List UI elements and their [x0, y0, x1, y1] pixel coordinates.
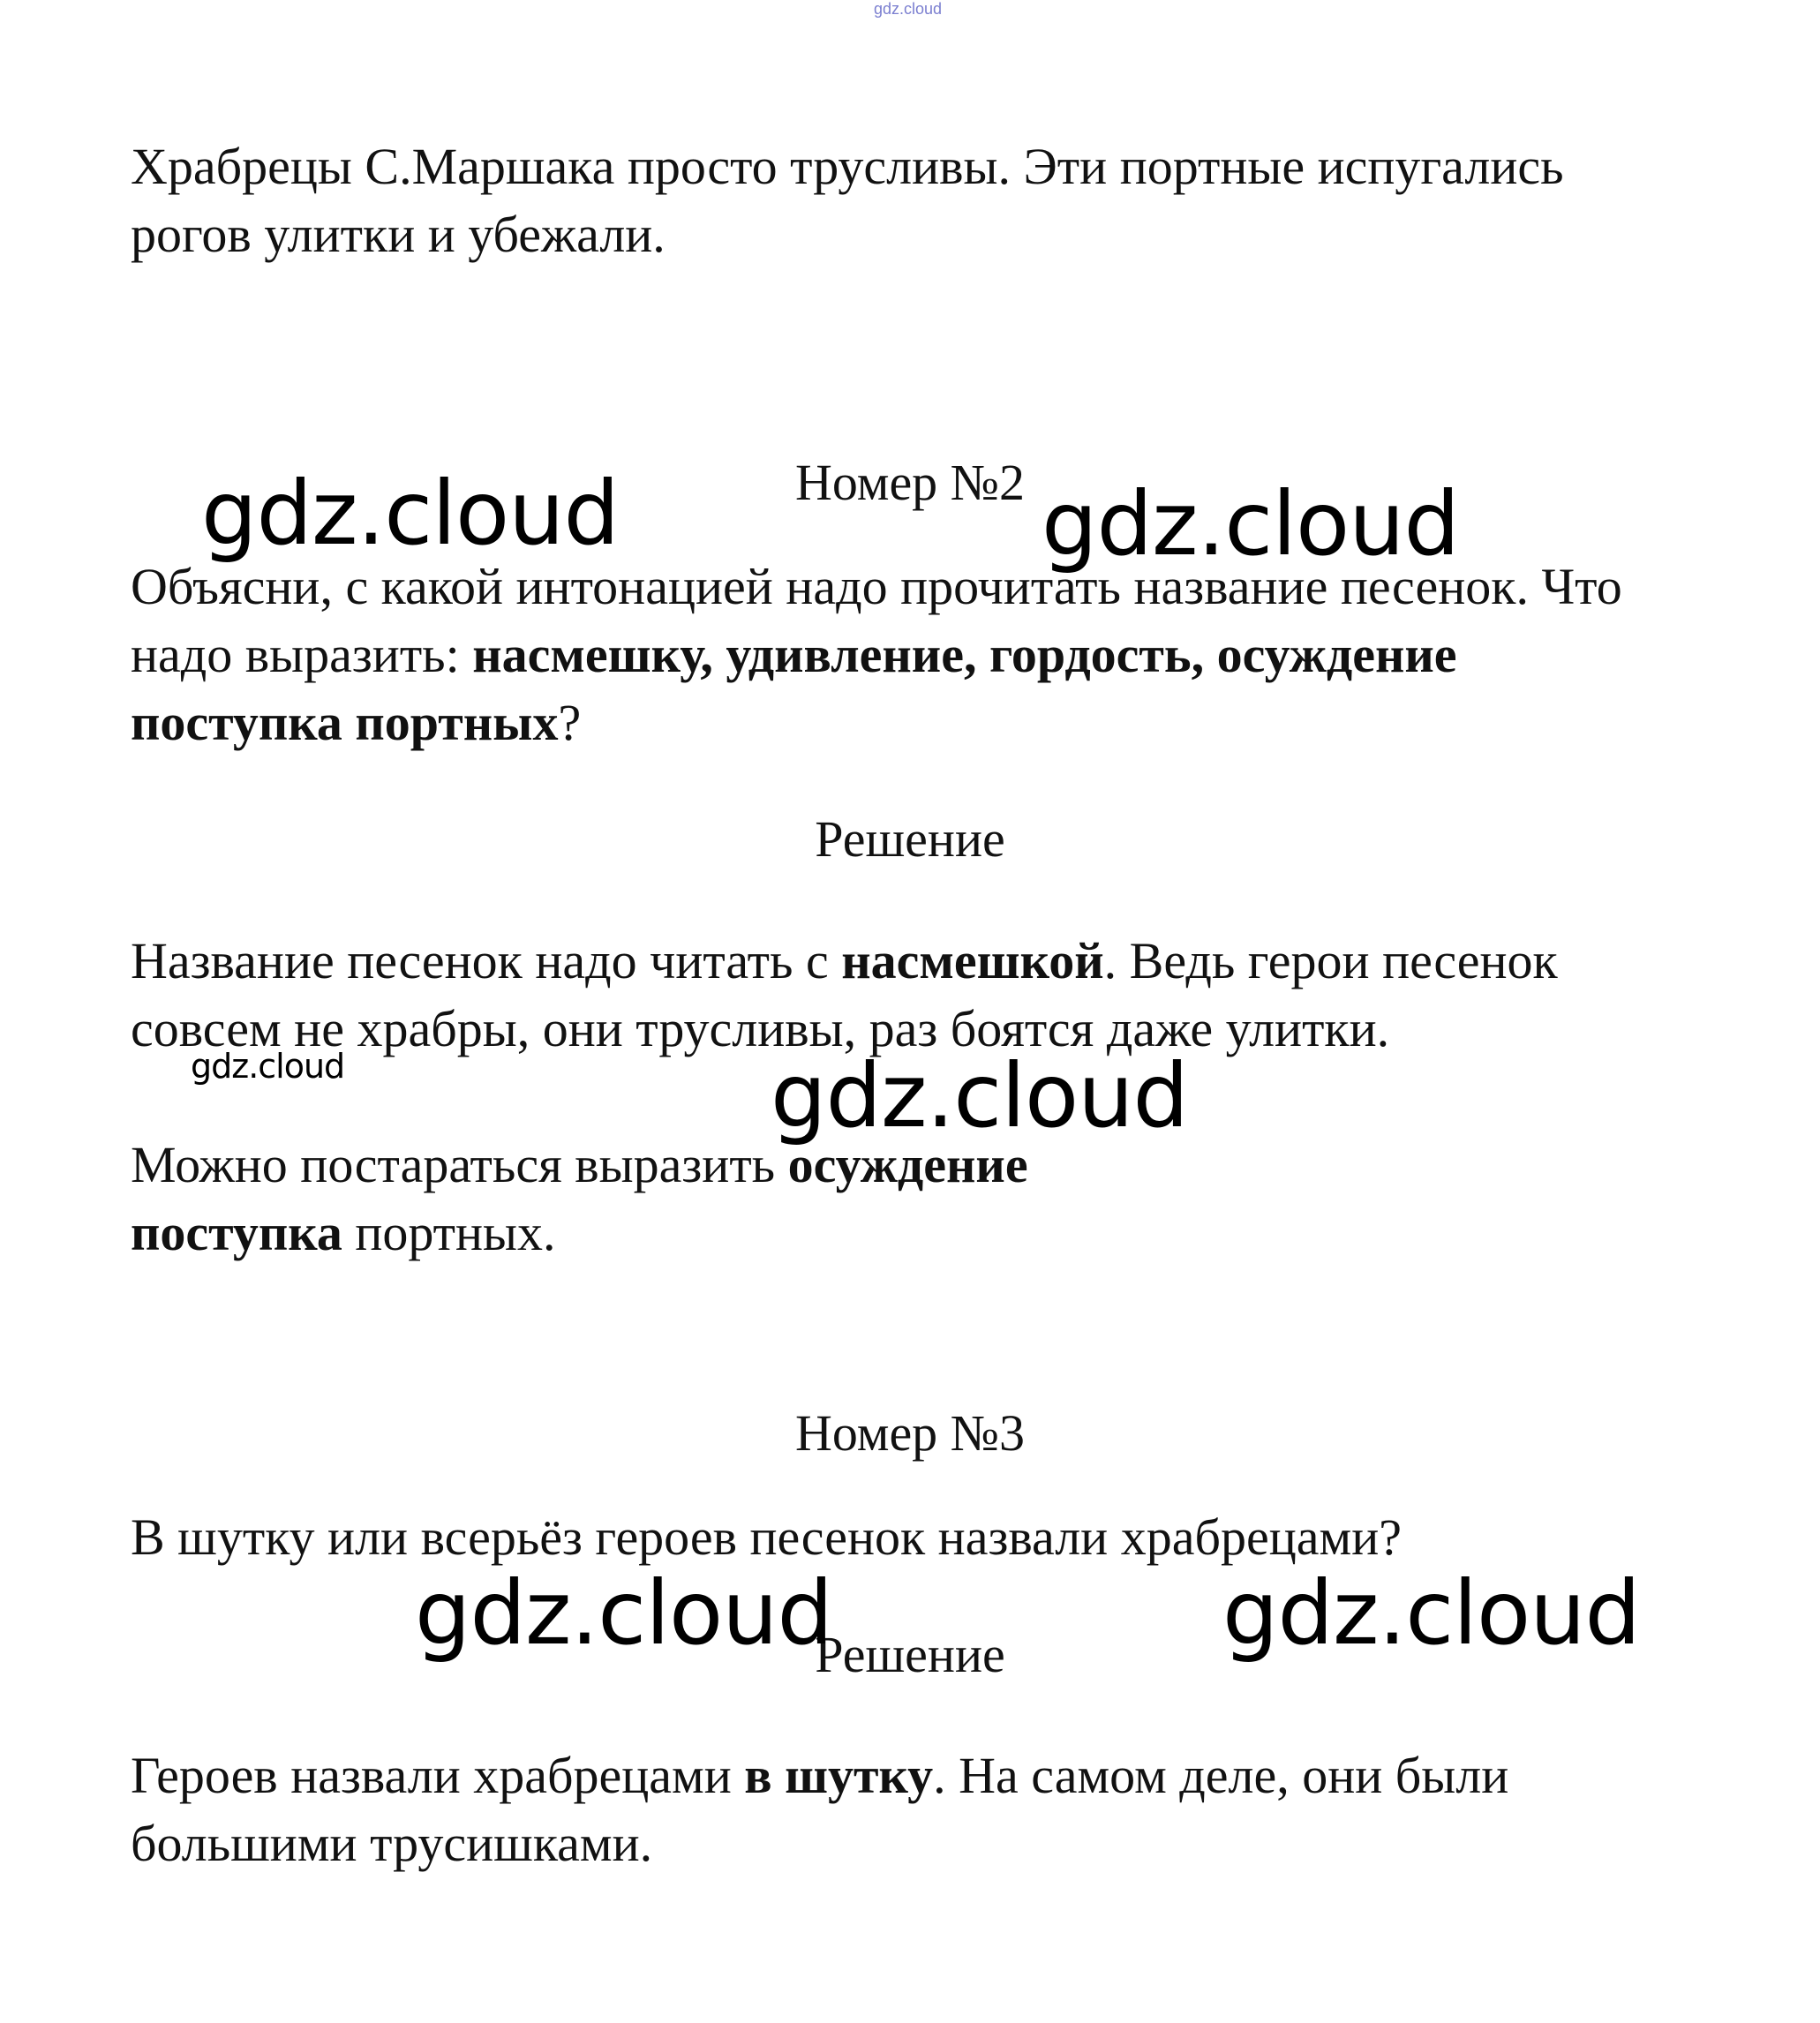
- task2-answer-2-keyword: осуждение поступка: [131, 1136, 1028, 1261]
- task2-answer-1-rest: . Ведь герои песенок совсем не храбры, они трусливы, раз боятся даже улитки.: [131, 932, 1558, 1057]
- task2-answer-2-text: Можно постараться выразить: [131, 1136, 788, 1193]
- task3-question: В шутку или всерьёз героев песенок назвали храбрецами?: [131, 1508, 1402, 1566]
- task2-solution-title: Решение: [815, 810, 1005, 868]
- task2-answer-2-rest: портных.: [342, 1204, 556, 1261]
- task2-question: [131, 553, 1666, 756]
- watermark: gdz.cloud: [771, 1044, 1189, 1147]
- task2-answer-1-keyword: насмешкой: [841, 932, 1104, 989]
- task2-question-options: насмешку, удивление, гордость, осуждение поступка портных: [131, 626, 1457, 751]
- task3-answer: [131, 1741, 1666, 1877]
- task3-answer-text: Героев назвали храбрецами: [131, 1747, 745, 1804]
- task3-answer-rest: . На самом деле, они были большими трусишками.: [131, 1747, 1509, 1872]
- task3-answer-keyword: в шутку: [744, 1747, 934, 1804]
- task3-title: Номер №3: [794, 1404, 1026, 1462]
- task2-answer-1-text: Название песенок надо читать с: [131, 932, 842, 989]
- watermark: gdz.cloud: [201, 462, 620, 565]
- task2-question-end: ?: [558, 694, 582, 751]
- task2-question-text: Объясни, с какой интонацией надо прочитать название песенок. Что надо выразить:: [131, 558, 1622, 683]
- watermark: gdz.cloud: [1042, 472, 1460, 575]
- watermark: gdz.cloud: [415, 1561, 833, 1665]
- watermark: gdz.cloud: [191, 1047, 345, 1086]
- task3-solution-title: Решение: [815, 1626, 1005, 1683]
- task2-answer-1: [131, 927, 1666, 1063]
- task2-answer-2: [131, 1131, 1216, 1267]
- task2-title: Номер №2: [794, 454, 1026, 511]
- watermark: gdz.cloud: [1222, 1561, 1641, 1665]
- top-watermark: gdz.cloud: [874, 0, 943, 18]
- intro-paragraph: Храбрецы С.Маршака просто трусливы. Эти портные испугались рогов улитки и убежали.: [131, 138, 1564, 263]
